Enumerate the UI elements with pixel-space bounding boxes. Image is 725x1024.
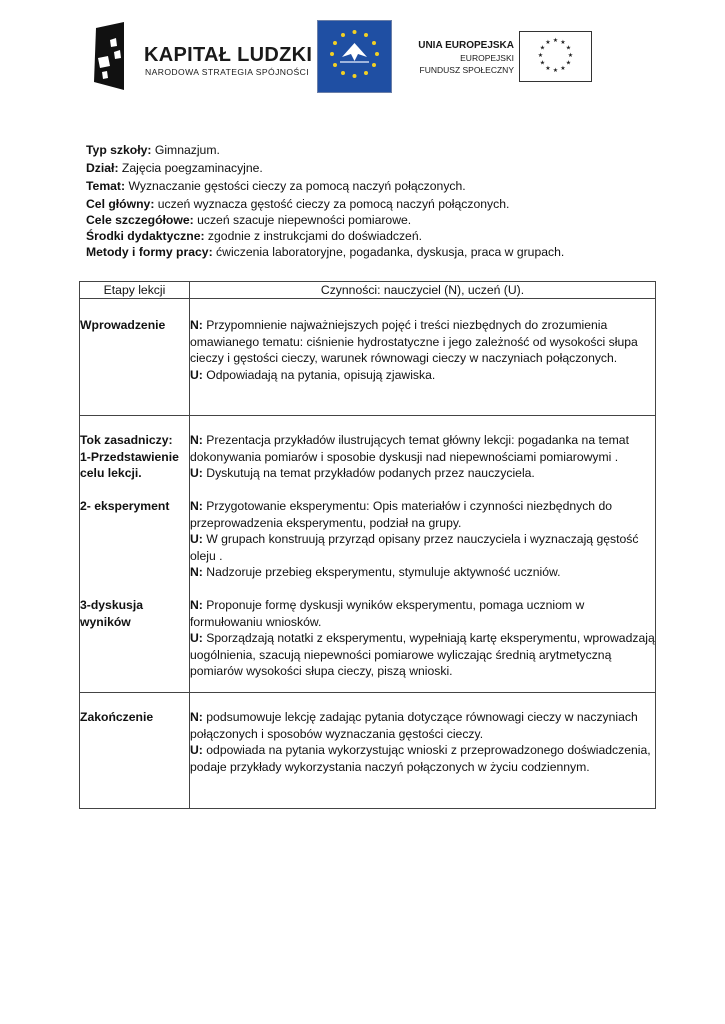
table-row-intro <box>80 299 656 416</box>
col-header-stages: Etapy lekcji <box>80 282 190 299</box>
stage-label: 2- eksperyment <box>80 499 170 513</box>
lesson-metadata <box>86 141 564 259</box>
eu-fund-caption <box>418 40 514 76</box>
student-activity <box>190 465 655 482</box>
teacher-label: N: <box>190 598 203 612</box>
teacher-activity <box>190 498 655 531</box>
logo-header <box>0 0 725 100</box>
activities-main <box>190 416 656 693</box>
meta-value: ćwiczenia laboratoryjne, pogadanka, dyskusja, praca w grupach. <box>212 245 565 259</box>
stage-label: 3-dyskusja <box>80 598 144 612</box>
teacher-label: N: <box>190 499 203 513</box>
svg-text:★: ★ <box>537 52 544 59</box>
table-header-row <box>80 282 656 299</box>
teacher-activity <box>190 317 655 367</box>
meta-value: zgodnie z instrukcjami do doświadczeń. <box>204 229 422 243</box>
stage-label: Wprowadzenie <box>80 318 166 332</box>
eu-caption-line2: EUROPEJSKI <box>460 53 514 63</box>
kapital-ludzki-subtitle: NARODOWA STRATEGIA SPÓJNOŚCI <box>145 67 309 77</box>
meta-section <box>86 159 564 177</box>
meta-value: uczeń wyznacza gęstość cieczy za pomocą naczyń połączonych. <box>154 197 510 211</box>
eu-flag <box>519 31 592 82</box>
meta-label: Cel główny: <box>86 197 155 211</box>
teacher-label: N: <box>190 433 203 447</box>
meta-teaching-aids <box>86 227 564 243</box>
stage-label: celu lekcji. <box>80 466 142 480</box>
kapital-ludzki-logo-icon <box>92 22 128 90</box>
activities-end <box>190 693 656 809</box>
activity-text: Sporządzają notatki z eksperymentu, wypełniają kartę eksperymentu, wprowadzają uogólnienia, szacują niepewności pomiarowe wyliczając średnią arytmetyczną pomiarów wysokości słupa cieczy, piszą wnioski. <box>190 631 655 678</box>
meta-main-goal <box>86 195 564 211</box>
teacher-activity <box>190 564 655 581</box>
stage-label: Tok zasadniczy: <box>80 433 173 447</box>
svg-text:★: ★ <box>552 67 559 74</box>
stage-label: Zakończenie <box>80 710 154 724</box>
activity-text: Dyskutują na temat przykładów podanych przez nauczyciela. <box>202 466 535 480</box>
student-label: U: <box>190 466 203 480</box>
meta-label: Środki dydaktyczne: <box>86 229 205 243</box>
eu-caption-line1: UNIA EUROPEJSKA <box>418 40 514 51</box>
meta-label: Cele szczegółowe: <box>86 213 194 227</box>
activity-text: Przygotowanie eksperymentu: Opis materiałów i czynności niezbędnych do przeprowadzenia eksperymentu, podział na grupy. <box>190 499 613 530</box>
meta-label: Typ szkoły: <box>86 143 152 157</box>
meta-detailed-goals <box>86 211 564 227</box>
teacher-label: N: <box>190 318 203 332</box>
teacher-label: N: <box>190 710 203 724</box>
meta-value: Zajęcia poegzaminacyjne. <box>118 161 263 175</box>
teacher-activity <box>190 597 655 630</box>
teacher-label: N: <box>190 565 203 579</box>
activity-text: Prezentacja przykładów ilustrujących temat główny lekcji: pogadanka na temat dokonywania pomiarów i sposobie dyskusji nad niepewnościami pomiarowymi . <box>190 433 629 464</box>
student-activity <box>190 367 655 384</box>
svg-text:★: ★ <box>545 39 551 46</box>
activity-text: Proponuje formę dyskusji wyników eksperymentu, pomaga uczniom w formułowaniu wniosków. <box>190 598 585 629</box>
meta-label: Temat: <box>86 179 126 193</box>
svg-text:★: ★ <box>560 39 566 46</box>
student-activity <box>190 742 655 775</box>
svg-text:★: ★ <box>567 52 574 59</box>
eu-stars-emblem-icon <box>318 21 391 92</box>
meta-topic <box>86 177 564 195</box>
student-label: U: <box>190 743 203 757</box>
table-row-main <box>80 416 656 693</box>
meta-value: Gimnazjum. <box>151 143 220 157</box>
student-activity <box>190 630 655 680</box>
activity-text: W grupach konstruują przyrząd opisany przez nauczyciela i wyznaczają gęstość oleju . <box>190 532 639 563</box>
meta-label: Dział: <box>86 161 119 175</box>
student-label: U: <box>190 367 203 382</box>
teacher-activity <box>190 432 655 465</box>
meta-label: Metody i formy pracy: <box>86 245 213 259</box>
activity-text: Odpowiadają na pytania, opisują zjawiska. <box>202 367 436 382</box>
meta-value: Wyznaczanie gęstości cieczy za pomocą naczyń połączonych. <box>125 179 466 193</box>
eu-flag-stars-icon <box>520 32 591 81</box>
stage-intro <box>80 299 190 416</box>
student-label: U: <box>190 532 203 546</box>
svg-text:★: ★ <box>545 65 551 72</box>
activities-intro <box>190 299 656 416</box>
student-label: U: <box>190 631 203 645</box>
activity-text: odpowiada na pytania wykorzystując wnioski z przeprowadzonego doświadczenia, podaje przykłady wykorzystania naczyń połączonych w życiu codziennym. <box>190 743 651 774</box>
eu-structural-funds-badge <box>317 20 392 93</box>
teacher-activity <box>190 709 655 742</box>
svg-text:★: ★ <box>560 65 566 72</box>
stage-main <box>80 416 190 693</box>
svg-text:★: ★ <box>552 37 559 44</box>
activity-text: Nadzoruje przebieg eksperymentu, stymuluje aktywność uczniów. <box>202 565 561 579</box>
kapital-ludzki-title: KAPITAŁ LUDZKI <box>144 44 313 66</box>
svg-text:★: ★ <box>539 44 546 52</box>
svg-text:★: ★ <box>539 59 546 67</box>
meta-school-type <box>86 141 564 159</box>
svg-text:★: ★ <box>565 59 572 67</box>
student-activity <box>190 531 655 564</box>
activity-text: podsumowuje lekcję zadając pytania dotyczące równowagi cieczy w naczyniach połączonych i sposobów wyznaczania gęstości cieczy. <box>190 710 638 741</box>
stage-label: 1-Przedstawienie <box>80 449 179 464</box>
meta-methods <box>86 243 564 259</box>
table-row-end <box>80 693 656 809</box>
stage-end <box>80 693 190 809</box>
col-header-activities: Czynności: nauczyciel (N), uczeń (U). <box>190 282 656 299</box>
activity-text: Przypomnienie najważniejszych pojęć i treści niezbędnych do zrozumienia omawianego tematu: ciśnienie hydrostatyczne i jego zależność od wysokości słupa cieczy i gęstości cieczy, warunek równowagi cieczy w naczyniach połączonych. <box>190 318 638 365</box>
lesson-plan-table <box>79 281 656 809</box>
svg-text:★: ★ <box>565 44 572 52</box>
stage-label: wyników <box>80 614 131 629</box>
meta-value: uczeń szacuje niepewności pomiarowe. <box>193 213 412 227</box>
eu-caption-line3: FUNDUSZ SPOŁECZNY <box>419 65 514 75</box>
